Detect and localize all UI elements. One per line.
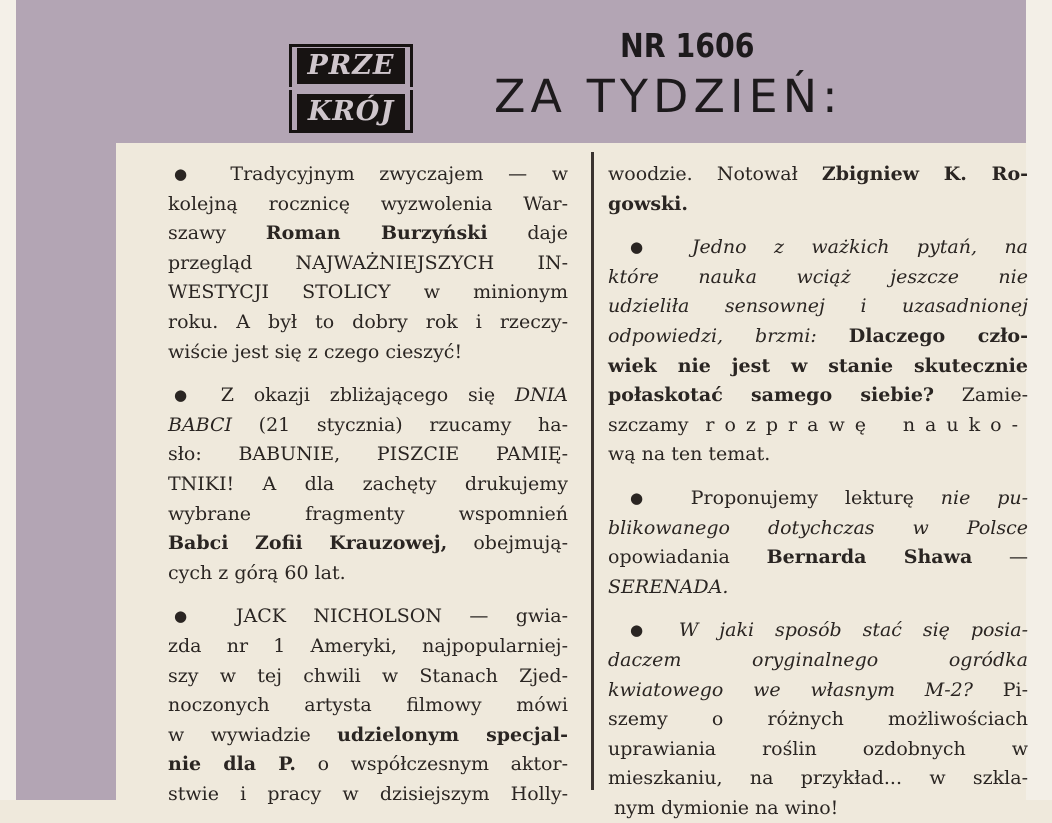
- text-line: [608, 676, 1028, 706]
- bullet-icon: ●: [630, 621, 658, 640]
- paragraph-grandmother-day: [168, 381, 568, 588]
- text-run: Tradycyjnym zwyczajem — w: [230, 163, 568, 185]
- text-run: nie pu-: [940, 486, 1029, 509]
- bullet-icon: ●: [174, 607, 209, 626]
- text-line: zda nr 1 Ameryki, najpopularniej-: [168, 634, 568, 657]
- text-line: noczonych artysta filmowy mówi: [168, 694, 568, 717]
- text-run: daje: [527, 222, 568, 245]
- text-run: W jaki sposób stać się posia-: [678, 619, 1028, 642]
- author-name: Babci Zofii Krauzowej,: [168, 532, 448, 555]
- text-line: które nauka wciąż jeszcze nie: [608, 265, 1028, 288]
- author-name: Bernarda Shawa: [766, 546, 973, 569]
- issue-number: NR 1606: [620, 26, 755, 65]
- text-line: wiek nie jest w stanie skutecznie: [608, 354, 1028, 377]
- left-margin-band: [16, 143, 116, 800]
- right-column: [608, 160, 1028, 823]
- paragraph-jack-nicholson: [168, 602, 568, 809]
- text-line: [168, 750, 568, 780]
- text-line: udzieliła sensownej i uzasadnionej: [608, 295, 1028, 318]
- text-line: [168, 219, 568, 249]
- text-run: Proponujemy lekturę: [690, 486, 914, 509]
- text-line: wybrane fragmenty wspomnień: [168, 502, 568, 525]
- text-run: Dlaczego czło-: [848, 324, 1028, 347]
- przekroj-logo: [283, 44, 421, 136]
- paragraph-warsaw-investments: [168, 160, 568, 367]
- text-line: [608, 411, 1028, 441]
- text-line: [608, 381, 1028, 411]
- logo-text-bottom: KRÓJ: [297, 94, 405, 130]
- text-line: szy w tej chwili w Stanach Zjed-: [168, 664, 568, 687]
- text-line: [608, 233, 1028, 263]
- text-line: [168, 411, 568, 441]
- text-run: JACK NICHOLSON — gwia-: [235, 605, 569, 628]
- text-run: Zamie-: [961, 384, 1028, 407]
- text-line: gowski.: [608, 192, 689, 215]
- paragraph-flower-garden: [608, 616, 1028, 823]
- paragraph-shaw-serenade: [608, 484, 1028, 602]
- text-line: [608, 160, 1028, 190]
- scan-edge-left: [0, 0, 16, 800]
- text-run: DNIA: [514, 384, 568, 407]
- bullet-icon: ●: [174, 386, 201, 405]
- text-line: [168, 529, 568, 559]
- text-run: szczamy: [608, 413, 689, 436]
- text-run-spaced: rozprawę nauko-: [705, 413, 1028, 436]
- text-run: udzielonym specjal-: [337, 723, 568, 746]
- text-line: [168, 160, 568, 190]
- text-run: odpowiedzi, brzmi:: [608, 324, 817, 347]
- paragraph-continuation: [608, 160, 1028, 219]
- text-line: nym dymionie na wino!: [614, 796, 839, 819]
- scan-edge-right: [1026, 0, 1052, 800]
- author-name: Roman Burzyński: [265, 222, 488, 245]
- text-line: [608, 484, 1028, 514]
- text-run: (21 stycznia) rzucamy ha-: [258, 413, 568, 436]
- text-run: Pi-: [1002, 678, 1028, 701]
- text-line: kolejną rocznicę wyzwolenia War-: [168, 192, 568, 215]
- text-line: [608, 616, 1028, 646]
- logo-text-top: PRZE: [297, 48, 405, 84]
- text-line: [168, 602, 568, 632]
- column-divider: [591, 152, 594, 790]
- text-run: obejmują-: [473, 532, 568, 555]
- text-run: szawy: [168, 222, 227, 245]
- paragraph-tickling: [608, 233, 1028, 470]
- text-run: —: [1008, 546, 1028, 569]
- text-line: cych z górą 60 lat.: [168, 561, 346, 584]
- text-line: [168, 721, 568, 751]
- text-line: SERENADA.: [608, 575, 729, 598]
- text-run: nie dla P.: [168, 753, 296, 776]
- text-line: stwie i pracy w dzisiejszym Holly-: [168, 782, 568, 805]
- text-run: kwiatowego we własnym M-2?: [608, 678, 973, 701]
- text-run: opowiadania: [608, 546, 730, 569]
- bullet-icon: ●: [174, 165, 206, 183]
- text-run: w wywiadzie: [168, 723, 311, 746]
- text-line: szemy o różnych możliwościach: [608, 708, 1028, 731]
- text-line: sło: BABUNIE, PISZCIE PAMIĘ-: [168, 443, 568, 466]
- text-line: [608, 543, 1028, 573]
- author-name: Zbigniew K. Ro-: [821, 163, 1028, 185]
- text-run: Z okazji zbliżającego się: [220, 384, 496, 407]
- text-line: roku. A był to dobry rok i rzeczy-: [168, 310, 568, 333]
- text-line: [168, 381, 568, 411]
- bullet-icon: ●: [630, 488, 664, 507]
- text-line: wą na ten temat.: [608, 443, 771, 466]
- text-line: mieszkaniu, na przykład... w szkla-: [608, 767, 1028, 790]
- text-line: TNIKI! A dla zachęty drukujemy: [168, 472, 568, 495]
- text-run: woodzie. Notował: [608, 163, 798, 185]
- text-run: o współczesnym aktor-: [317, 753, 568, 776]
- left-column: [168, 160, 568, 809]
- text-line: przegląd NAJWAŻNIEJSZYCH IN-: [168, 251, 568, 274]
- page-headline: ZA TYDZIEŃ:: [494, 70, 843, 123]
- text-line: wiście jest się z czego cieszyć!: [168, 340, 463, 363]
- text-line: [608, 322, 1028, 352]
- text-line: uprawiania roślin ozdobnych w: [608, 737, 1028, 760]
- text-line: WESTYCJI STOLICY w minionym: [168, 281, 568, 304]
- text-run: połaskotać samego siebie?: [608, 384, 935, 407]
- bullet-icon: ●: [630, 238, 665, 257]
- text-run: BABCI: [168, 413, 233, 436]
- text-line: daczem oryginalnego ogródka: [608, 648, 1028, 671]
- text-run: Jedno z ważkich pytań, na: [691, 236, 1029, 259]
- text-line: blikowanego dotychczas w Polsce: [608, 516, 1028, 539]
